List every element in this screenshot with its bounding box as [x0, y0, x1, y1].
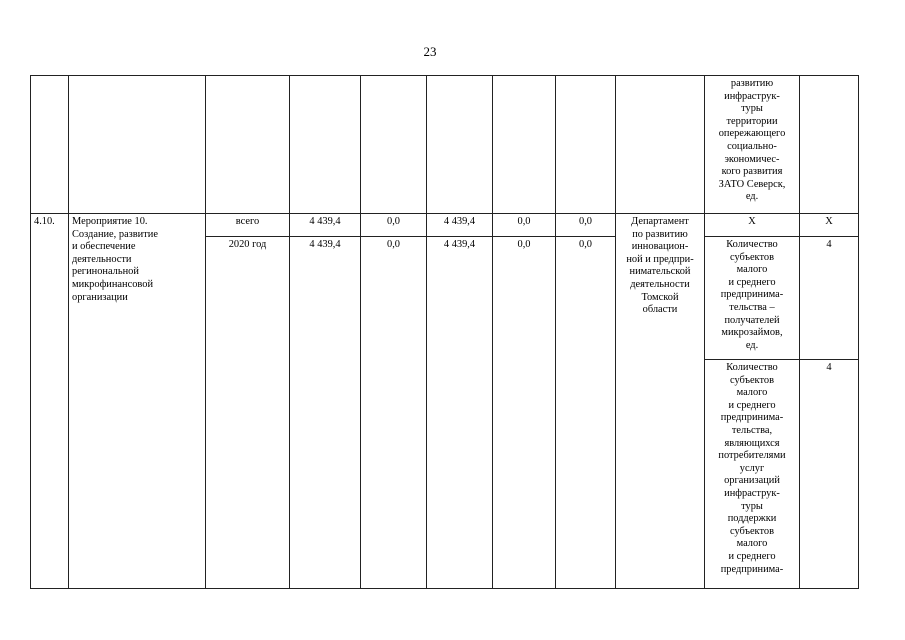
continuation-row	[31, 76, 859, 214]
period-cell: 2020 год	[206, 237, 290, 589]
indicator-cell: Х	[705, 214, 800, 237]
indicator-value-cell: 4	[800, 237, 859, 360]
program-table	[30, 75, 859, 589]
measure-number: 4.10.	[31, 214, 69, 589]
period-cell: всего	[206, 214, 290, 237]
indicator-cell-continued: развитию инфраструк- туры территории опережающего социально- экономичес- кого развития ЗАТО Северск, ед.	[705, 76, 800, 214]
value-cell: 0,0	[361, 237, 427, 589]
indicator-value-cell: 4	[800, 360, 859, 589]
value-cell: 0,0	[493, 214, 556, 237]
table-row	[31, 214, 859, 237]
value-cell: 4 439,4	[427, 237, 493, 589]
indicator-value-cell: Х	[800, 214, 859, 237]
value-cell: 0,0	[361, 214, 427, 237]
value-cell: 0,0	[556, 237, 616, 589]
total-cell: 4 439,4	[290, 237, 361, 589]
indicator-cell: Количество субъектов малого и среднего предпринима- тельства – получателей микрозаймов, ед.	[705, 237, 800, 360]
value-cell: 0,0	[493, 237, 556, 589]
page-number: 23	[423, 44, 437, 59]
executor-cell: Департамент по развитию инновацион- ной и предпри- нимательской деятельности Томской области	[616, 214, 705, 589]
measure-title: Мероприятие 10. Создание, развитие и обеспечение деятельности регинональной микрофинансовой организации	[69, 214, 206, 589]
value-cell: 4 439,4	[427, 214, 493, 237]
value-cell: 0,0	[556, 214, 616, 237]
indicator-cell: Количество субъектов малого и среднего предпринима- тельства, являющихся потребителями услуг организаций инфраструк- туры поддержки субъектов малого и среднего предпринима-	[705, 360, 800, 589]
total-cell: 4 439,4	[290, 214, 361, 237]
